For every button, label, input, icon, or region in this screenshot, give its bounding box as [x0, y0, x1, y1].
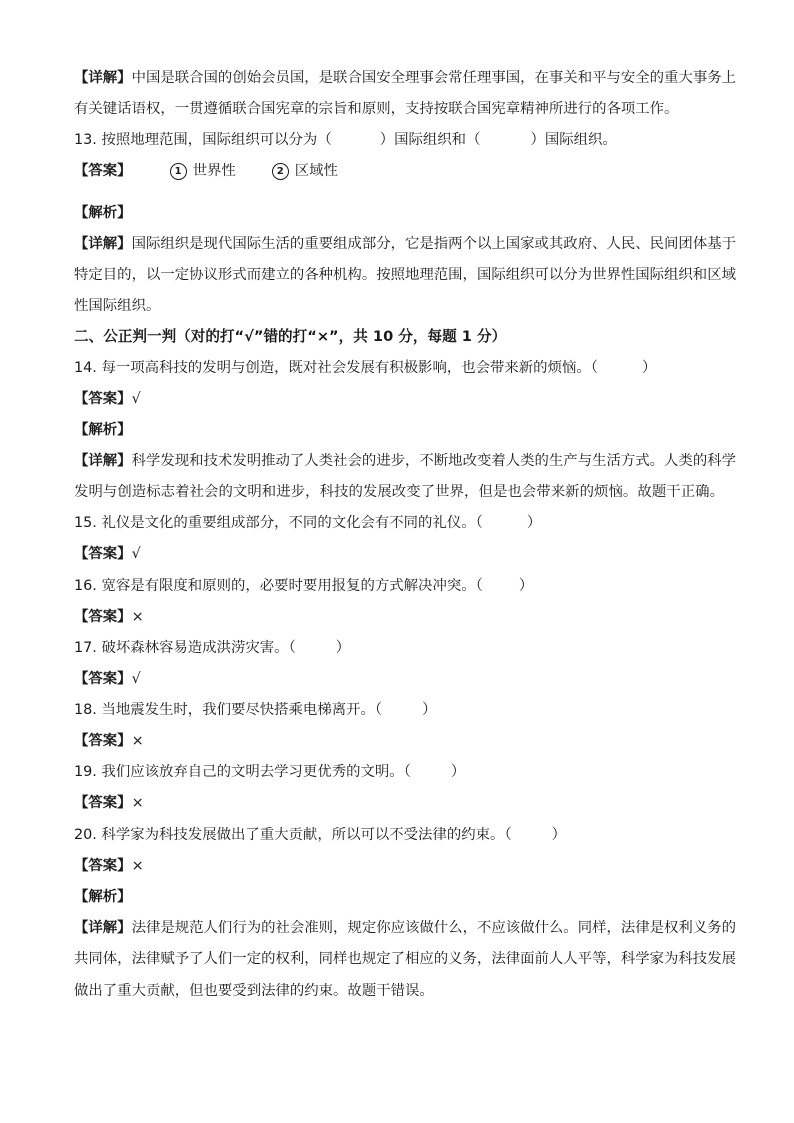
detail-text: 性国际组织。	[74, 298, 161, 314]
bracket-close: ）	[641, 360, 657, 376]
answer-text: 区域性	[294, 163, 338, 179]
question-14	[74, 358, 724, 378]
detail-line	[74, 918, 736, 938]
detail-line	[74, 265, 736, 285]
analysis-tag	[74, 887, 724, 907]
answer-tag: 【答案】	[74, 795, 132, 811]
analysis-label: 【解析】	[74, 422, 132, 438]
answer-tag: 【答案】	[74, 671, 132, 687]
analysis-tag	[74, 203, 724, 223]
section-title: 二、公正判一判（对的打“√”错的打“×”，共 10 分，每题 1 分）	[74, 328, 507, 345]
answer-tag: 【答案】	[74, 733, 132, 749]
question-20	[74, 825, 724, 845]
detail-line	[74, 296, 724, 316]
answer-row	[74, 607, 724, 627]
detail-line	[74, 451, 736, 471]
answer-row	[74, 856, 724, 876]
answer-row	[74, 544, 724, 564]
detail-text: 科学发现和技术发明推动了人类社会的进步，不断地改变着人类的生产与生活方式。人类的科学	[131, 453, 736, 469]
question-text: 16. 宽容是有限度和原则的，必要时要用报复的方式解决冲突。（	[74, 578, 483, 594]
answer-tag: 【答案】	[74, 858, 132, 874]
detail-text: 中国是联合国的创始会员国，是联合国安全理事会常任理事国，在事关和平与安全的重大事务上	[131, 70, 736, 86]
answer-row	[74, 669, 724, 689]
question-15	[74, 513, 724, 533]
bracket-close: ）	[551, 827, 566, 843]
detail-line	[74, 482, 724, 502]
detail-text: 法律是规范人们行为的社会准则，规定你应该做什么，不应该做什么。同样，法律是权利义务的	[131, 920, 736, 936]
detail-text: 有关键话语权，一贯遵循联合国宪章的宗旨和原则，支持按联合国宪章精神所进行的各项工作。	[74, 101, 679, 117]
detail-tag: 【详解】	[74, 453, 132, 469]
detail-line	[74, 68, 736, 88]
question-text: 18. 当地震发生时，我们要尽快搭乘电梯离开。（	[74, 702, 383, 718]
detail-text: 共同体，法律赋予了人们一定的权利，同样也规定了相应的义务，法律面前人人平等，科学家为科技发展	[74, 951, 736, 967]
answer-row	[74, 731, 724, 751]
answer-mark: ×	[131, 795, 144, 811]
question-text: 15. 礼仪是文化的重要组成部分，不同的文化会有不同的礼仪。（	[74, 515, 483, 531]
detail-tag: 【详解】	[74, 70, 132, 86]
analysis-label: 【解析】	[74, 205, 132, 221]
answer-mark: √	[131, 671, 141, 687]
detail-text: 特定目的，以一定协议形式而建立的各种机构。按照地理范围，国际组织可以分为世界性国际组织和区域	[74, 267, 736, 283]
detail-line	[74, 99, 724, 119]
question-18	[74, 700, 724, 720]
detail-line	[74, 981, 724, 1001]
bracket-close: ）	[335, 640, 351, 656]
question-19	[74, 762, 724, 782]
bracket-close: ）	[450, 764, 466, 780]
answer-tag: 【答案】	[74, 391, 132, 407]
answer-tag: 【答案】	[74, 546, 132, 562]
answer-row	[74, 793, 724, 813]
question-17	[74, 638, 724, 658]
analysis-label: 【解析】	[74, 889, 132, 905]
detail-line	[74, 949, 736, 969]
answer-tag: 【答案】	[74, 609, 132, 625]
question-text: ）国际组织。	[530, 132, 617, 148]
answer-text: 世界性	[192, 163, 236, 179]
answer-mark: ×	[131, 858, 144, 874]
answer-row	[74, 161, 724, 181]
answer-mark: ×	[131, 733, 144, 749]
bracket-close: ）	[422, 702, 437, 718]
detail-text: 做出了重大贡献，但也要受到法律的约束。故题干错误。	[74, 983, 434, 999]
answer-row	[74, 389, 724, 409]
answer-mark: √	[131, 391, 141, 407]
answer-mark: ×	[131, 609, 144, 625]
answer-mark: √	[131, 546, 141, 562]
question-text: 20. 科学家为科技发展做出了重大贡献，所以可以不受法律的约束。（	[74, 827, 512, 843]
detail-text: 国际组织是现代国际生活的重要组成部分，它是指两个以上国家或其政府、人民、民间团体基于	[131, 236, 736, 252]
bracket-close: ）	[518, 578, 534, 594]
detail-line	[74, 234, 736, 254]
analysis-tag	[74, 420, 724, 440]
detail-tag: 【详解】	[74, 920, 132, 936]
question-13	[74, 130, 724, 150]
circled-number: 2	[272, 163, 289, 180]
detail-text: 发明与创造标志着社会的文明和进步，科技的发展改变了世界，但是也会带来新的烦恼。故题干正确。	[74, 484, 724, 500]
question-text: 14. 每一项高科技的发明与创造，既对社会发展有积极影响，也会带来新的烦恼。（	[74, 360, 598, 376]
question-text: 19. 我们应该放弃自己的文明去学习更优秀的文明。（	[74, 764, 411, 780]
detail-tag: 【详解】	[74, 236, 132, 252]
question-text: 17. 破坏森林容易造成洪涝灾害。（	[74, 640, 296, 656]
question-16	[74, 576, 724, 596]
answer-tag: 【答案】	[74, 163, 132, 179]
bracket-close: ）	[526, 515, 542, 531]
question-text: 13. 按照地理范围，国际组织可以分为（	[74, 132, 332, 148]
question-text: ）国际组织和（	[379, 132, 481, 148]
circled-number: 1	[170, 163, 187, 180]
